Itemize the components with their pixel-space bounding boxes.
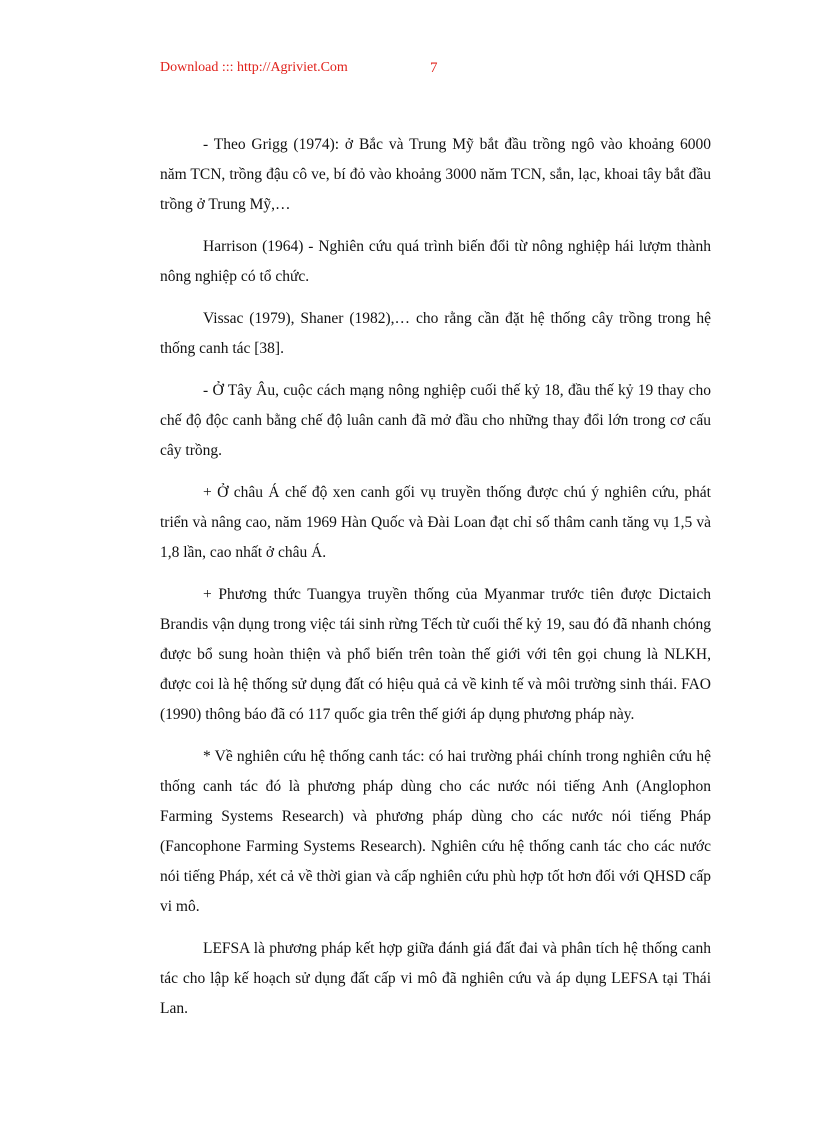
paragraph-chau-a: + Ở châu Á chế độ xen canh gối vụ truyền thống được chú ý nghiên cứu, phát triển và nâng cao, năm 1969 Hàn Quốc và Đài Loan đạt chỉ số thâm canh tăng vụ 1,5 và 1,8 lần, cao nhất ở châu Á.	[160, 484, 711, 561]
paragraph-tuangya: + Phương thức Tuangya truyền thống của Myanmar trước tiên được Dictaich Brandis vận dụng trong việc tái sinh rừng Tếch từ cuối thế kỷ 19, sau đó đã nhanh chóng được bổ sung hoàn thiện và phổ biến trên toàn thế giới với tên gọi chung là NLKH, được coi là hệ thống sử dụng đất có hiệu quả cả về kinh tế và môi trường sinh thái. FAO (1990) thông báo đã có 117 quốc gia trên thế giới áp dụng phương pháp này.	[160, 586, 711, 723]
paragraph-harrison: Harrison (1964) - Nghiên cứu quá trình biến đổi từ nông nghiệp hái lượm thành nông nghiệp có tổ chức.	[160, 238, 711, 285]
page-header	[160, 60, 460, 82]
page-number: 7	[430, 60, 438, 76]
download-link[interactable]: Download ::: http://Agriviet.Com	[160, 60, 348, 75]
body-text	[160, 130, 711, 1036]
paragraph-grigg: - Theo Grigg (1974): ở Bắc và Trung Mỹ bắt đầu trồng ngô vào khoảng 6000 năm TCN, trồng đậu cô ve, bí đỏ vào khoảng 3000 năm TCN, sắn, lạc, khoai tây bắt đầu trồng ở Trung Mỹ,…	[160, 136, 711, 213]
paragraph-vissac: Vissac (1979), Shaner (1982),… cho rằng cần đặt hệ thống cây trồng trong hệ thống canh tác [38].	[160, 310, 711, 357]
paragraph-lefsa: LEFSA là phương pháp kết hợp giữa đánh giá đất đai và phân tích hệ thống canh tác cho lập kế hoạch sử dụng đất cấp vi mô đã nghiên cứu và áp dụng LEFSA tại Thái Lan.	[160, 940, 711, 1017]
paragraph-farming-systems: * Về nghiên cứu hệ thống canh tác: có hai trường phái chính trong nghiên cứu hệ thống canh tác đó là phương pháp dùng cho các nước nói tiếng Anh (Anglophon Farming Systems Research) và phương pháp dùng cho các nước nói tiếng Pháp (Fancophone Farming Systems Research). Nghiên cứu hệ thống canh tác cho các nước nói tiếng Pháp, xét cả về thời gian và cấp nghiên cứu phù hợp tốt hơn đối với QHSD cấp vi mô.	[160, 748, 711, 915]
paragraph-tay-au: - Ở Tây Âu, cuộc cách mạng nông nghiệp cuối thế kỷ 18, đầu thế kỷ 19 thay cho chế độ độc canh bằng chế độ luân canh đã mở đầu cho những thay đổi lớn trong cơ cấu cây trồng.	[160, 382, 711, 459]
